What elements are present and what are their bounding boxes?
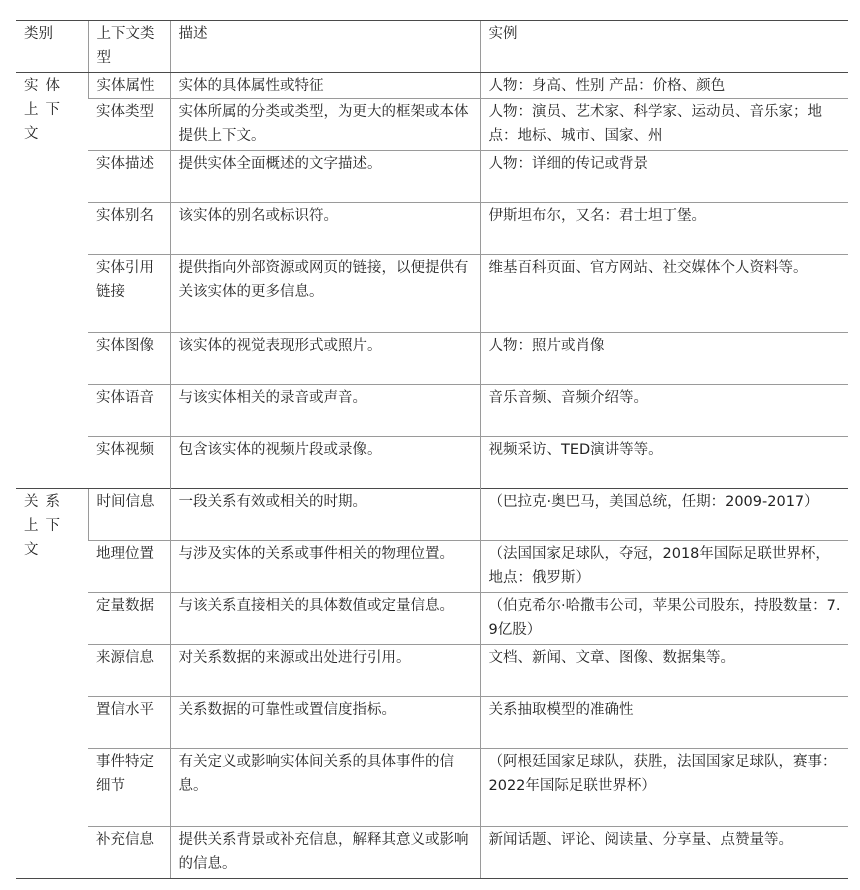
description-cell: 对关系数据的来源或出处进行引用。 xyxy=(170,645,480,697)
example-cell: （巴拉克·奥巴马，美国总统，任期：2009-2017） xyxy=(480,489,848,541)
context-type-cell: 置信水平 xyxy=(88,697,170,749)
context-type-cell: 定量数据 xyxy=(88,593,170,645)
example-cell: 文档、新闻、文章、图像、数据集等。 xyxy=(480,645,848,697)
context-type-cell: 时间信息 xyxy=(88,489,170,541)
header-category: 类别 xyxy=(16,21,88,73)
table-row xyxy=(16,73,848,99)
description-cell: 提供实体全面概述的文字描述。 xyxy=(170,151,480,203)
table-row xyxy=(16,541,848,593)
example-cell: 维基百科页面、官方网站、社交媒体个人资料等。 xyxy=(480,255,848,333)
description-cell: 该实体的视觉表现形式或照片。 xyxy=(170,333,480,385)
description-cell: 包含该实体的视频片段或录像。 xyxy=(170,437,480,489)
table-row xyxy=(16,385,848,437)
example-cell: 人物：详细的传记或背景 xyxy=(480,151,848,203)
example-cell: 人物：照片或肖像 xyxy=(480,333,848,385)
table-row xyxy=(16,749,848,827)
table-row xyxy=(16,645,848,697)
example-cell: 人物：身高、性别 产品：价格、颜色 xyxy=(480,73,848,99)
table-row xyxy=(16,203,848,255)
table-row xyxy=(16,697,848,749)
table-header-row xyxy=(16,21,848,73)
header-description: 描述 xyxy=(170,21,480,73)
category-entity-context: 实体上下文 xyxy=(16,73,88,489)
header-context-type: 上下文类型 xyxy=(88,21,170,73)
context-type-cell: 实体图像 xyxy=(88,333,170,385)
category-relation-context: 关系上下文 xyxy=(16,489,88,879)
context-type-cell: 实体视频 xyxy=(88,437,170,489)
description-cell: 该实体的别名或标识符。 xyxy=(170,203,480,255)
description-cell: 实体的具体属性或特征 xyxy=(170,73,480,99)
description-cell: 与涉及实体的关系或事件相关的物理位置。 xyxy=(170,541,480,593)
example-cell: （法国国家足球队，夺冠，2018年国际足联世界杯，地点：俄罗斯） xyxy=(480,541,848,593)
context-type-cell: 来源信息 xyxy=(88,645,170,697)
example-cell: 关系抽取模型的准确性 xyxy=(480,697,848,749)
example-cell: 新闻话题、评论、阅读量、分享量、点赞量等。 xyxy=(480,827,848,879)
context-type-cell: 补充信息 xyxy=(88,827,170,879)
description-cell: 有关定义或影响实体间关系的具体事件的信息。 xyxy=(170,749,480,827)
description-cell: 与该关系直接相关的具体数值或定量信息。 xyxy=(170,593,480,645)
description-cell: 一段关系有效或相关的时期。 xyxy=(170,489,480,541)
header-example: 实例 xyxy=(480,21,848,73)
table-row xyxy=(16,437,848,489)
context-type-cell: 实体语音 xyxy=(88,385,170,437)
context-type-cell: 事件特定细节 xyxy=(88,749,170,827)
description-cell: 与该实体相关的录音或声音。 xyxy=(170,385,480,437)
context-type-cell: 地理位置 xyxy=(88,541,170,593)
example-cell: （伯克希尔·哈撒韦公司，苹果公司股东，持股数量：7.9亿股） xyxy=(480,593,848,645)
example-cell: 视频采访、TED演讲等等。 xyxy=(480,437,848,489)
example-cell: （阿根廷国家足球队，获胜，法国国家足球队，赛事：2022年国际足联世界杯） xyxy=(480,749,848,827)
table-row xyxy=(16,593,848,645)
description-cell: 实体所属的分类或类型，为更大的框架或本体提供上下文。 xyxy=(170,99,480,151)
context-type-cell: 实体别名 xyxy=(88,203,170,255)
description-cell: 关系数据的可靠性或置信度指标。 xyxy=(170,697,480,749)
table-row xyxy=(16,255,848,333)
example-cell: 伊斯坦布尔，又名：君士坦丁堡。 xyxy=(480,203,848,255)
context-type-cell: 实体引用链接 xyxy=(88,255,170,333)
table-row xyxy=(16,333,848,385)
description-cell: 提供指向外部资源或网页的链接，以便提供有关该实体的更多信息。 xyxy=(170,255,480,333)
table-row xyxy=(16,827,848,879)
description-cell: 提供关系背景或补充信息，解释其意义或影响的信息。 xyxy=(170,827,480,879)
context-type-cell: 实体属性 xyxy=(88,73,170,99)
context-type-cell: 实体类型 xyxy=(88,99,170,151)
context-table xyxy=(16,20,848,879)
table-row xyxy=(16,151,848,203)
example-cell: 音乐音频、音频介绍等。 xyxy=(480,385,848,437)
table-row xyxy=(16,99,848,151)
context-type-cell: 实体描述 xyxy=(88,151,170,203)
table-row xyxy=(16,489,848,541)
example-cell: 人物：演员、艺术家、科学家、运动员、音乐家；地点：地标、城市、国家、州 xyxy=(480,99,848,151)
